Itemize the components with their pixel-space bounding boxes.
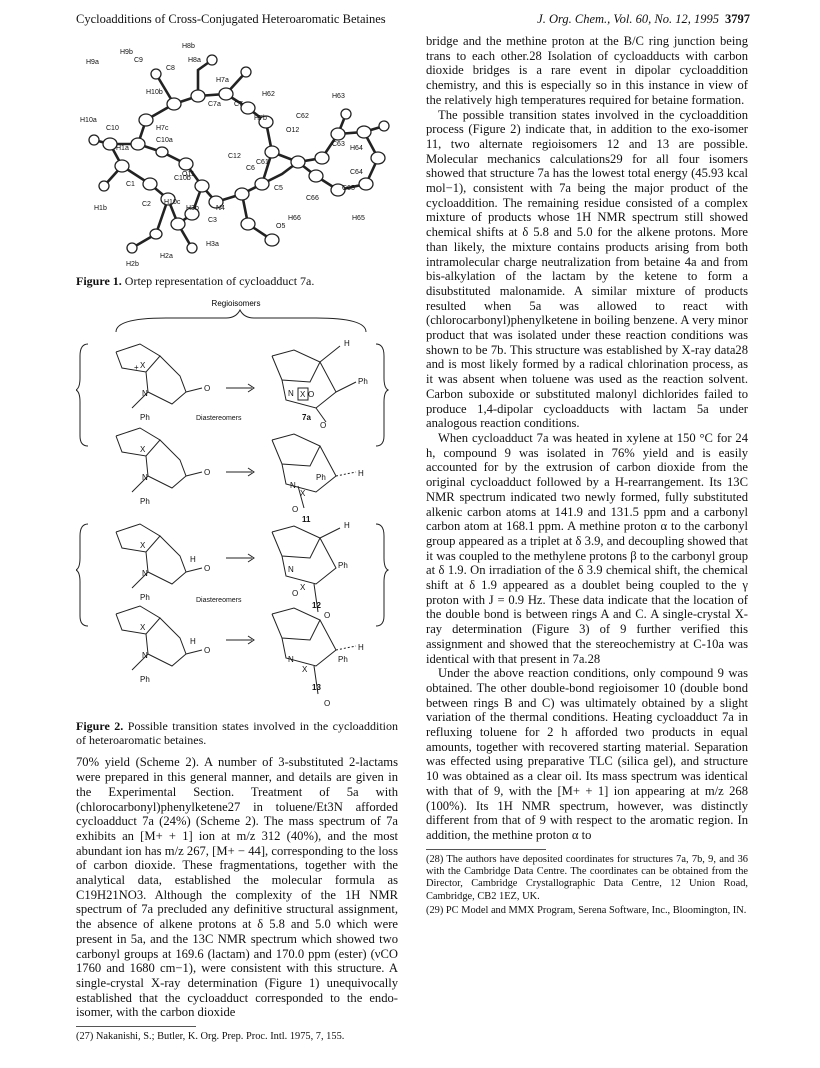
ortep-atom-label: H10b [146, 89, 163, 96]
ts1-n-atom: N [142, 388, 148, 398]
left-column [76, 34, 398, 1043]
p2-n-atom: N [290, 480, 296, 490]
p2-o-atom: O [292, 504, 299, 514]
ts3-x-atom: X [140, 540, 146, 550]
p1-x-atom: X [300, 389, 306, 399]
left-body [76, 755, 398, 1020]
p3-o-atom: O [292, 588, 299, 598]
ortep-atom-label: H2b [126, 261, 139, 268]
ortep-atom-label: H65 [352, 215, 365, 222]
ortep-atom-label: H64 [350, 145, 363, 152]
ts2-n-atom: N [142, 472, 148, 482]
p4-x-atom: X [302, 664, 308, 674]
p3-n-atom: N [288, 564, 294, 574]
ortep-atom-label: H7a [216, 77, 229, 84]
ortep-structure [76, 34, 398, 270]
ortep-atom-label: H8a [188, 57, 201, 64]
ortep-atom-label: C7 [234, 101, 243, 108]
right-column [426, 34, 748, 917]
ortep-atom-label: H9b [120, 49, 133, 56]
ortep-atom-label: C66 [306, 195, 319, 202]
ortep-atom-label: C64 [350, 169, 363, 176]
ortep-atom-label: C9 [134, 57, 143, 64]
ortep-atom-label: C6 [246, 165, 255, 172]
journal-citation: J. Org. Chem., Vol. 60, No. 12, 1995 [537, 12, 719, 26]
p2-x-atom: X [300, 488, 306, 498]
right-paragraph-3: When cycloadduct 7a was heated in xylene at 150 °C for 24 h, compound 9 was isolated in 76% yield and is easily accounted for by the extrusion of carbon dioxide from the original cycloadduct followed by a H-rearrangement. Its 13C NMR spectrum indicated two newly formed, fully substituted alkenic carbon atoms at 141.9 and 131.5 ppm and a carbonyl carbon atom at 168.1 ppm. A methine proton α to the carbonyl group appeared as a triplet at δ 3.9, and decoupling showed that it was coupled to the methylene protons β to the carbonyl group at δ 1.9. On irradiation of the δ 3.9 chemical shift, the chemical shift at δ 1.9 appeared as a doublet being coupled to the γ proton with J = 0.9 Hz. These data indicate that the location of the double bond is between rings A and C. A single-crystal X-ray determination (Figure 3) of 9 further verified this assignment and showed that the stereochemistry at C-10a was identical with that present in 7a.28 [426, 430, 748, 666]
ts4-n-atom: N [142, 650, 148, 660]
p2-h-atom: H [358, 468, 364, 478]
ortep-atom-label: H3a [206, 241, 219, 248]
p3-h-atom: H [344, 520, 350, 530]
ortep-atom-label: H3b [186, 205, 199, 212]
p1-n-atom: N [288, 388, 294, 398]
ortep-atom-label: H8b [182, 43, 195, 50]
right-paragraph-4: Under the above reaction conditions, only compound 9 was obtained. The other double-bond regioisomer 10 (double bond between rings B and C) was ultimately obtained by a slight variation of the thermal conditions. Heating cycloadduct 7a in refluxing toluene for 2 h afforded two products in equal amounts, together with recovered starting material. Separation was effected using preparative TLC (silica gel), and structure 10 was obtained as a clear oil. Its mass spectrum was identical with that of 9, with the [M+ + 1] ion appearing at m/z 268 (100%). Its 1H NMR spectrum, however, was distinctly different from that of 9 with respect to the aromatic region. In addition, the methine proton α to [426, 666, 748, 842]
ts4-o-atom: O [204, 645, 211, 655]
ortep-atom-label: C61 [256, 159, 269, 166]
p4-o-atom: O [324, 698, 331, 708]
compound-12-label: 12 [312, 600, 321, 610]
ortep-atom-label: H62 [262, 91, 275, 98]
ortep-atom-label: H1a [116, 145, 129, 152]
footnote-rule-left [76, 1026, 196, 1027]
p3-o2-atom: O [324, 610, 331, 620]
diastereomers-label-1: Diastereomers [196, 414, 242, 422]
footnote-29: (29) PC Model and MMX Program, Serena Software, Inc., Bloomington, IN. [426, 904, 747, 916]
figure-1-label: Figure 1. [76, 273, 122, 288]
ortep-atom-label: H66 [288, 215, 301, 222]
transition-state-scheme [76, 296, 398, 716]
p3-x-atom: X [300, 582, 306, 592]
footnote-27: (27) Nakanishi, S.; Butler, K. Org. Prep. Proc. Intl. 1975, 7, 155. [76, 1031, 345, 1043]
left-paragraph: 70% yield (Scheme 2). A number of 3-substituted 2-lactams were prepared in this general manner, and details are given in the Experimental Section. Treatment of 5a with (chlorocarbonyl)phenylketene27 in toluene/Et3N afforded cycloadduct 7a (24%) (Scheme 2). The mass spectrum of 7a exhibits an [M+ + 1] ion at m/z 312 (40%), and the most abundant ion has m/z 267, [M+ − 44], corresponding to the loss of carbon dioxide. These fragmentations, together with the analytical data, established the molecular formula as C19H21NO3. Although the complexity of the 1H NMR spectrum of 7a precluded any definitive structural assignment, the absence of alkene protons at δ 5.8 and 5.0 which were present in 5a, and the 13C NMR spectrum which showed two carbonyl groups at 169.6 (lactam) and 170.0 ppm (ester) (νCO 1760 and 1680 cm−1), were consistent with this structure. A single-crystal X-ray determination (Figure 1) unequivocally established that the cycloadduct corresponded to the endo-isomer, with the carbon dioxide [76, 755, 398, 1020]
ts1-ph: Ph [140, 412, 150, 422]
compound-11-label: 11 [302, 514, 311, 524]
figure-2-caption-text: Possible transition states involved in the cycloaddition of heteroaromatic betaines. [76, 719, 398, 748]
ortep-atom-label: C5 [274, 185, 283, 192]
footnote-28: (28) The authors have deposited coordinates for structures 7a, 7b, 9, and 36 with the Cambridge Data Centre. The coordinates can be obtained from the Director, Cambridge Crystallographic Data Centre, 12 Union Road, Cambridge, CB2 1EZ, UK. [426, 853, 748, 902]
figure-2 [76, 296, 398, 748]
ortep-atom-label: H10a [80, 117, 97, 124]
ortep-atom-label: O12 [286, 127, 300, 134]
ts4-ph: Ph [140, 674, 150, 684]
figure-2-label: Figure 2. [76, 719, 124, 734]
figure-1-caption [76, 274, 398, 288]
compound-7a-label: 7a [302, 412, 311, 422]
p1-o2-atom: O [320, 420, 327, 430]
ts3-o-atom: O [204, 563, 211, 573]
ts4-h-atom: H [190, 636, 196, 646]
ts3-ph: Ph [140, 592, 150, 602]
ortep-atom-label: C3 [208, 217, 217, 224]
ortep-atom-label: H2a [160, 253, 173, 260]
p4-n-atom: N [288, 654, 294, 664]
ts1-x-atom: X [140, 360, 146, 370]
p1-h-atom: H [344, 338, 350, 348]
regioisomers-label: Regioisomers [211, 298, 261, 308]
diastereomers-label-2: Diastereomers [196, 596, 242, 604]
ts4-x-atom: X [140, 622, 146, 632]
ts3-n-atom: N [142, 568, 148, 578]
p1-o-atom: O [308, 389, 315, 399]
figure-1-caption-text: Ortep representation of cycloadduct 7a. [124, 273, 315, 288]
ortep-atom-label: C7a [208, 101, 221, 108]
ortep-atom-label: C10a [156, 137, 173, 144]
p3-ph: Ph [338, 560, 348, 570]
ts1-o-atom: O [204, 383, 211, 393]
running-header-title: Cycloadditions of Cross-Conjugated Heteroaromatic Betaines [76, 12, 386, 26]
figure-2-caption [76, 719, 398, 747]
ortep-atom-label: C12 [228, 153, 241, 160]
ortep-atom-label: C2 [142, 201, 151, 208]
p4-h-atom: H [358, 642, 364, 652]
ortep-atom-label: H10c [164, 199, 181, 206]
ortep-atom-label: N4 [216, 205, 225, 212]
ts2-x-atom: X [140, 444, 146, 454]
p2-ph: Ph [316, 472, 326, 482]
right-paragraph-1: bridge and the methine proton at the B/C ring junction being trans to each other.28 Isolation of cycloadducts with carbon dioxide bridges is a rare event in dipolar cycloaddition chemistry, and this is especially so in this instance in view of the relatively high temperatures required for betaine formation. [426, 34, 748, 107]
ortep-atom-label: H63 [332, 93, 345, 100]
ortep-atom-label: C63 [332, 141, 345, 148]
ortep-atom-label: O5 [276, 223, 286, 230]
ortep-atom-label: H7c [156, 125, 169, 132]
ortep-atom-label: H7b [254, 115, 267, 122]
ts2-o-atom: O [204, 467, 211, 477]
page-number: 3797 [725, 12, 750, 26]
ortep-atom-label: C10b [174, 175, 191, 182]
compound-13-label: 13 [312, 682, 321, 692]
ortep-atom-label: H9a [86, 59, 99, 66]
ortep-atom-label: C65 [342, 185, 355, 192]
ortep-atom-label: O11 [182, 171, 195, 178]
right-paragraph-2: The possible transition states involved in the cycloaddition process (Figure 2) indicate that, in addition to the exo-isomer 11, two alternate regioisomers 12 and 13 are possible. Molecular mechanics calculations29 for all four isomers showed that structure 7a has the lowest total energy (45.93 kcal mol−1), consistent with 7a being the major product of the cycloaddition. The remaining residue consisted of a complex mixture of products whose 1H NMR spectrum still showed chemical shifts at δ 5.8 and 5.0 for the alkene protons. More than likely, the mixture contains products arising from both intramolecular charge neutralization from betaine 4a and from bis-alkylation of the lactam by the ketene to form a disubstituted malonamide. A similar mixture of products resulted when 5a was allowed to react with (chlorocarbonyl)phenylketene in boiling benzene. A very minor product that was isolated under these reaction conditions was shown to be 7b. This structure was established by X-ray data28 and is most likely formed by a radical chlorination process, as it was absent when toluene was used as the reaction solvent. Carbon suboxide or substituted malonyl dichlorides failed to produce 1,4-dipolar cycloadducts with lactam 5a under analogous reaction conditions. [426, 107, 748, 431]
ts2-ph: Ph [140, 496, 150, 506]
ortep-atom-label: C62 [296, 113, 309, 120]
ts1-plus: + [134, 362, 139, 372]
ts3-h-atom: H [190, 554, 196, 564]
footnote-rule-right [426, 849, 546, 850]
ortep-atom-label: H1b [94, 205, 107, 212]
ortep-atom-label: C1 [126, 181, 135, 188]
running-header-journal [537, 12, 750, 27]
p4-ph: Ph [338, 654, 348, 664]
ortep-atom-label: C10 [106, 125, 119, 132]
p1-ph: Ph [358, 376, 368, 386]
figure-1 [76, 34, 398, 288]
ortep-atom-label: C8 [166, 65, 175, 72]
